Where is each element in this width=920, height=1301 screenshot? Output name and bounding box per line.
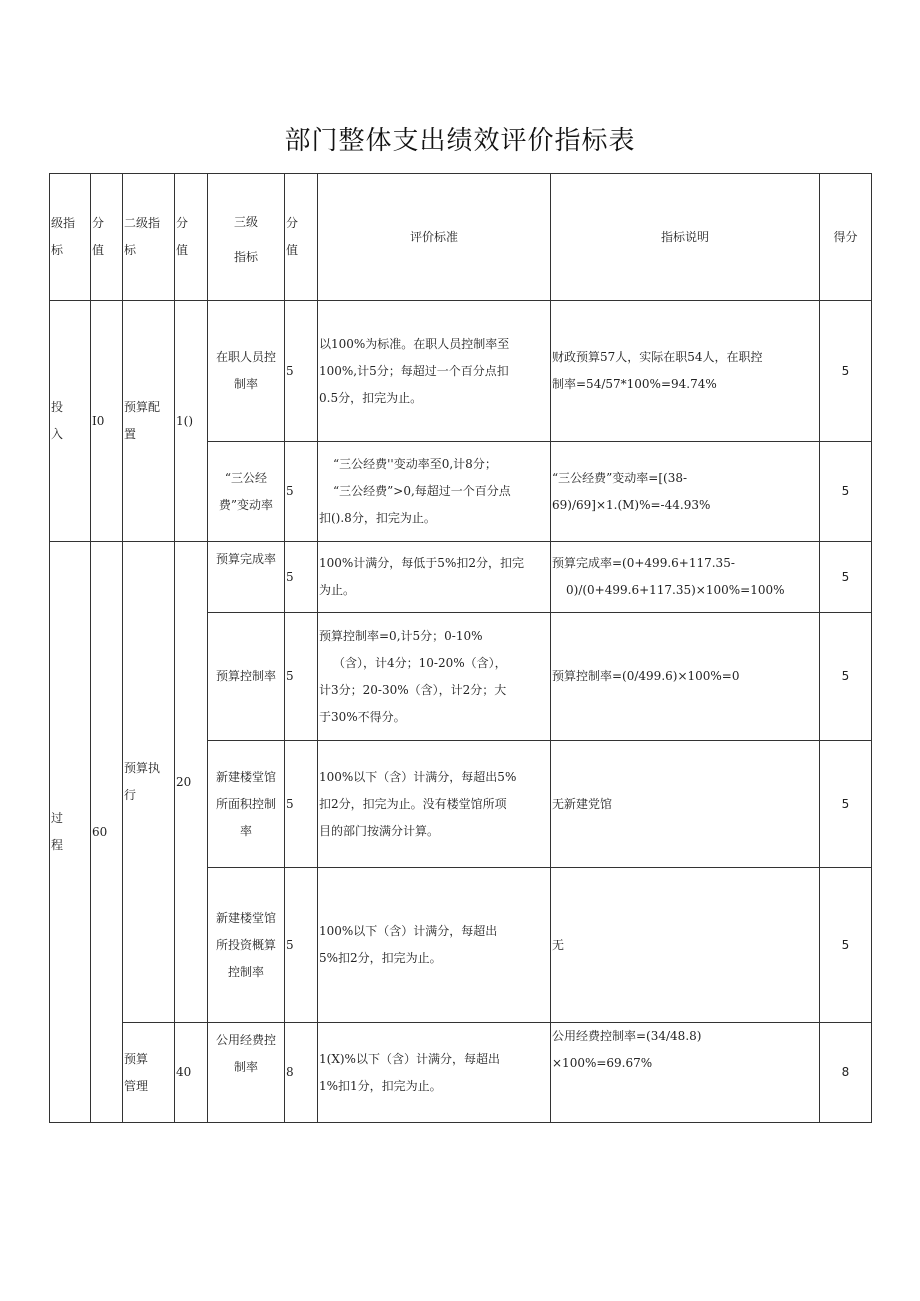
- page-title: 部门整体支出绩效评价指标表: [284, 126, 636, 156]
- criteria-text: 100%计满分，每低于5%扣2分，扣完 为止。: [318, 542, 551, 613]
- score-value: 5: [820, 868, 872, 1023]
- table-row: [50, 542, 872, 613]
- score-value: 5: [820, 301, 872, 442]
- indicator-value: 5: [285, 442, 318, 542]
- indicator-name: 预算完成率: [208, 542, 285, 613]
- score-value: 5: [820, 442, 872, 542]
- explanation-text: 无新建党馆: [551, 741, 820, 868]
- indicator-value: 5: [285, 613, 318, 741]
- level1-process: 过 程: [50, 542, 91, 1123]
- level1-process-score: 60: [91, 542, 123, 1123]
- header-level2-score: 分 值: [175, 174, 208, 301]
- level2-budget-allocation-score: 1(): [175, 301, 208, 542]
- level1-input: 投 入: [50, 301, 91, 542]
- indicator-table: [49, 173, 872, 1123]
- score-value: 5: [820, 542, 872, 613]
- level2-budget-execution: 预算执 行: [123, 542, 175, 1023]
- header-explanation: 指标说明: [551, 174, 820, 301]
- header-level3-score: 分 值: [285, 174, 318, 301]
- explanation-text: 财政预算57人，实际在职54人，在职控 制率=54/57*100%=94.74%: [551, 301, 820, 442]
- level2-budget-allocation: 预算配 置: [123, 301, 175, 542]
- header-level2: 二级指 标: [123, 174, 175, 301]
- explanation-text: 预算完成率=(0+499.6+117.35- 0)/(0+499.6+117.35)×100%=100%: [551, 542, 820, 613]
- criteria-text: 100%以下（含）计满分，每超出5% 扣2分，扣完为止。没有楼堂馆所项 目的部门按满分计算。: [318, 741, 551, 868]
- indicator-name: 预算控制率: [208, 613, 285, 741]
- indicator-value: 8: [285, 1023, 318, 1123]
- indicator-value: 5: [285, 868, 318, 1023]
- explanation-text: “三公经费”变动率=[(38- 69)/69]×1.(M)%=-44.93%: [551, 442, 820, 542]
- indicator-name: 新建楼堂馆 所面积控制 率: [208, 741, 285, 868]
- header-level1-score: 分 值: [91, 174, 123, 301]
- header-level3: 三级 指标: [208, 174, 285, 301]
- criteria-text: 以100%为标准。在职人员控制率至 100%,计5分；每超过一个百分点扣 0.5分，扣完为止。: [318, 301, 551, 442]
- header-level1: 级指 标: [50, 174, 91, 301]
- table-row: [50, 301, 872, 442]
- indicator-value: 5: [285, 301, 318, 442]
- indicator-name: 在职人员控 制率: [208, 301, 285, 442]
- table-row: [50, 1023, 872, 1123]
- criteria-text: 预算控制率=0,计5分；0-10% （含），计4分；10-20%（含）， 计3分；20-30%（含），计2分；大 于30%不得分。: [318, 613, 551, 741]
- score-value: 8: [820, 1023, 872, 1123]
- indicator-value: 5: [285, 741, 318, 868]
- criteria-text: 100%以下（含）计满分，每超出 5%扣2分，扣完为止。: [318, 868, 551, 1023]
- level2-budget-management: 预算 管理: [123, 1023, 175, 1123]
- criteria-text: 1(X)%以下（含）计满分，每超出 1%扣1分，扣完为止。: [318, 1023, 551, 1123]
- criteria-text: “三公经费''变动率至0,计8分； “三公经费”>0,每超过一个百分点 扣().8分，扣完为止。: [318, 442, 551, 542]
- level2-budget-management-score: 40: [175, 1023, 208, 1123]
- header-criteria: 评价标准: [318, 174, 551, 301]
- indicator-name: “三公经 费”变动率: [208, 442, 285, 542]
- explanation-text: 预算控制率=(0/499.6)×100%=0: [551, 613, 820, 741]
- indicator-name: 公用经费控 制率: [208, 1023, 285, 1123]
- level1-input-score: I0: [91, 301, 123, 542]
- score-value: 5: [820, 741, 872, 868]
- explanation-text: 无: [551, 868, 820, 1023]
- indicator-value: 5: [285, 542, 318, 613]
- indicator-name: 新建楼堂馆 所投资概算 控制率: [208, 868, 285, 1023]
- level2-budget-execution-score: 20: [175, 542, 208, 1023]
- score-value: 5: [820, 613, 872, 741]
- header-score: 得分: [820, 174, 872, 301]
- explanation-text: 公用经费控制率=(34/48.8) ×100%=69.67%: [551, 1023, 820, 1123]
- header-row: [50, 174, 872, 301]
